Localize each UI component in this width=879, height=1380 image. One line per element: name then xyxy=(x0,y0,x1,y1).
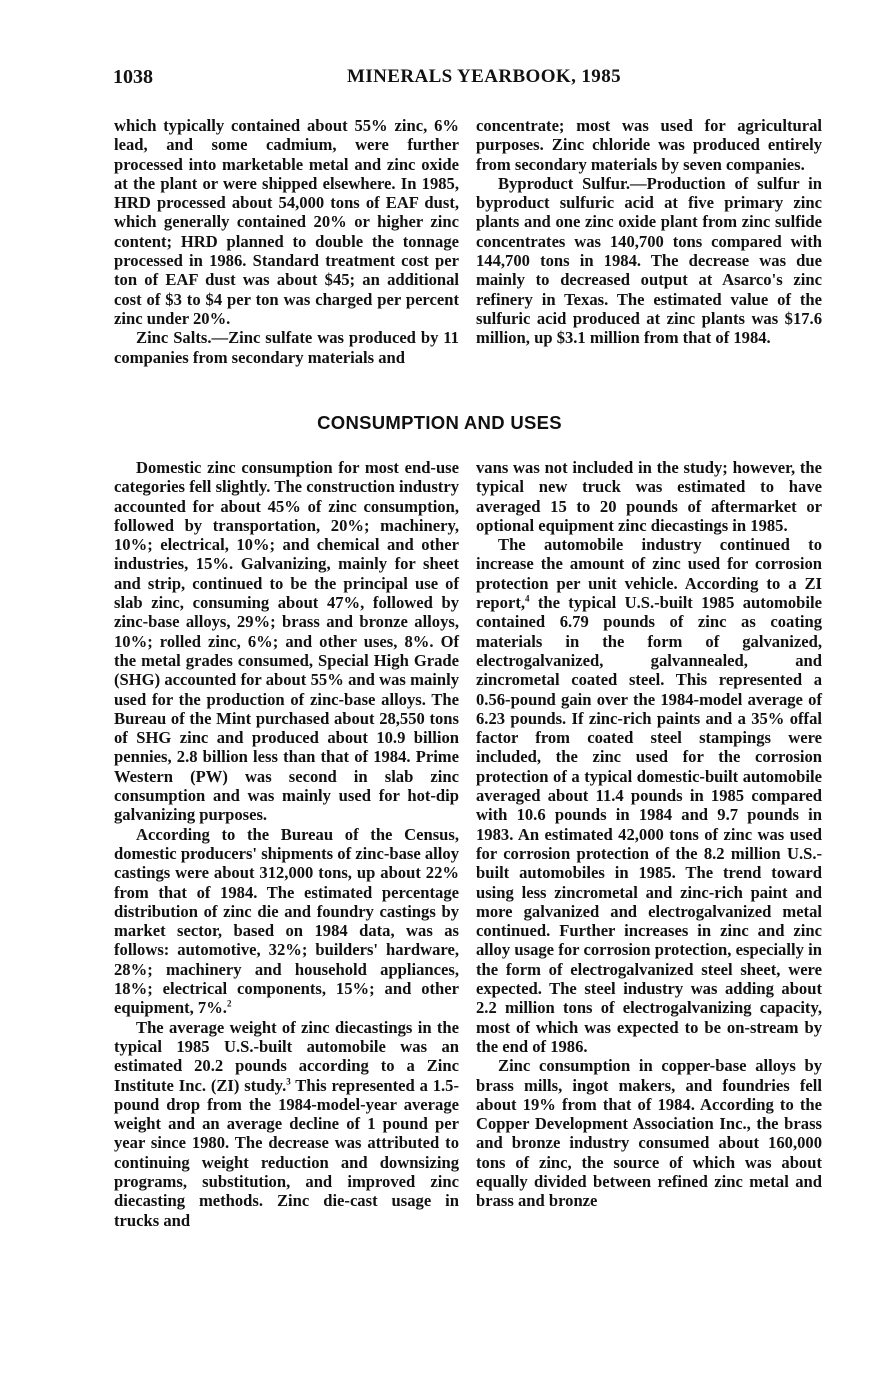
paragraph xyxy=(114,328,459,367)
paragraph xyxy=(114,825,459,1018)
section-heading: CONSUMPTION AND USES xyxy=(317,412,562,433)
running-title: MINERALS YEARBOOK, 1985 xyxy=(347,66,621,87)
paragraph-text: The automobile industry continued to increase the amount of zinc used for corrosion protection per unit vehicle. According to a ZI report, xyxy=(476,535,822,613)
paragraph-text: Domestic zinc consumption for most end-use categories fell slightly. The construction industry accounted for about 45% of zinc consumption, followed by transportation, 20%; machinery, 10%; electrical, 10%; and chemical and other industries, 15%. Galvanizing, mainly for sheet and strip, continued to be the principal use of slab zinc, consuming about 47%, followed by zinc-base alloys, 29%; brass and bronze alloys, 10%; rolled zinc, 6%; and other uses, 8%. Of the metal grades consumed, Special High Grade (SHG) accounted for about 55% and was mainly used for the production of zinc-base alloys. The Bureau of the Mint purchased about 28,550 tons of SHG zinc and produced about 10.9 billion pennies, 2.8 billion less than that of 1984. Prime Western (PW) was second in slab zinc consumption and was mainly used for hot-dip galvanizing purposes. xyxy=(114,458,459,825)
section-left-column xyxy=(114,458,459,1230)
paragraph-text: vans was not included in the study; however, the typical new truck was estimated to have averaged 15 to 20 pounds of aftermarket or optional equipment zinc diecastings in 1985. xyxy=(476,458,822,535)
paragraph xyxy=(476,116,822,174)
paragraph-text: concentrate; most was used for agricultural purposes. Zinc chloride was produced entirely from secondary materials by seven companies. xyxy=(476,116,822,174)
paragraph-text: —Zinc sulfate was produced by 11 companies from secondary materials and xyxy=(114,328,459,367)
paragraph xyxy=(476,535,822,1056)
paragraph-text: According to the Bureau of the Census, domestic producers' shipments of zinc-base alloy castings were about 312,000 tons, up about 22% from that of 1984. The estimated percentage distribution of zinc die and foundry castings by market sector, based on 1984 data, was as follows: automotive, 32%; builders' hardware, 28%; machinery and household appliances, 18%; electrical components, 15%; and other equipment, 7%. xyxy=(114,824,459,1018)
run-in-heading: Zinc Salts. xyxy=(136,328,212,348)
page-number: 1038 xyxy=(113,66,153,88)
footnote-ref: 4 xyxy=(525,593,530,604)
top-right-column xyxy=(476,116,822,348)
footnote-ref: 3 xyxy=(286,1075,291,1086)
paragraph-text: The average weight of zinc diecastings in the typical 1985 U.S.-built automobile was an estimated 20.2 pounds according to a Zinc Institute Inc. (ZI) study. xyxy=(114,1017,459,1095)
paragraph xyxy=(476,174,822,348)
paragraph xyxy=(476,458,822,535)
paragraph xyxy=(476,1056,822,1210)
paragraph xyxy=(114,116,459,328)
paragraph xyxy=(114,458,459,825)
paragraph-text: Zinc consumption in copper-base alloys by brass mills, ingot makers, and foundries fell about 19% from that of 1984. According to the Copper Development Association Inc., the brass and bronze industry consumed about 160,000 tons of zinc, the source of which was about equally divided between refined zinc metal and brass and bronze xyxy=(476,1056,822,1211)
top-left-column xyxy=(114,116,459,367)
paragraph-text: the typical U.S.-built 1985 automobile contained 6.79 pounds of zinc as coating materials in the form of galvanized, electrogalvanized, galvannealed, and zincrometal coated steel. This represented a 0.56-pound gain over the 1984-model average of 6.23 pounds. If zinc-rich paints and a 35% offal factor from coated steel stampings were included, the zinc used for the corrosion protection of a typical domestic-built automobile averaged about 11.4 pounds in 1985 compared with 10.6 pounds in 1984 and 9.7 pounds in 1983. An estimated 42,000 tons of zinc was used for corrosion protection of the 8.2 million U.S.-built automobiles in 1985. The trend toward using less zincrometal and zinc-rich paint and more galvanized and electrogalvanized metal continued. Further increases in zinc and zinc alloy usage for corrosion protection, especially in the form of electrogalvanized steel sheet, were expected. The steel industry was adding about 2.2 million tons of electrogalvanizing capacity, most of which was expected to be on-stream by the end of 1986. xyxy=(476,593,822,1056)
paragraph xyxy=(114,1018,459,1230)
section-right-column xyxy=(476,458,822,1211)
paragraph-text: which typically contained about 55% zinc, 6% lead, and some cadmium, were further processed into marketable metal and zinc oxide at the plant or were shipped elsewhere. In 1985, HRD processed about 54,000 tons of EAF dust, which generally contained 20% or higher zinc content; HRD planned to double the tonnage processed in 1986. Standard treatment cost per ton of EAF dust was about $45; an additional cost of $3 to $4 per ton was charged per percent zinc under 20%. xyxy=(114,116,459,328)
paragraph-text: —Production of sulfur in byproduct sulfuric acid at five primary zinc plants and one zinc oxide plant from zinc sulfide concentrates was 140,700 tons compared with 144,700 tons in 1984. The decrease was due mainly to decreased output at Asarco's zinc refinery in Texas. The estimated value of the sulfuric acid produced at zinc plants was $17.6 million, up $3.1 million from that of 1984. xyxy=(476,173,822,348)
run-in-heading: Byproduct Sulfur. xyxy=(498,173,630,193)
paragraph-text: This represented a 1.5-pound drop from the 1984-model-year average weight and an average decline of 1 pound per year since 1980. The decrease was attributed to continuing weight reduction and downsizing programs, substitution, and improved zinc diecasting methods. Zinc die-cast usage in trucks and xyxy=(114,1075,459,1230)
footnote-ref: 2 xyxy=(226,998,232,1009)
